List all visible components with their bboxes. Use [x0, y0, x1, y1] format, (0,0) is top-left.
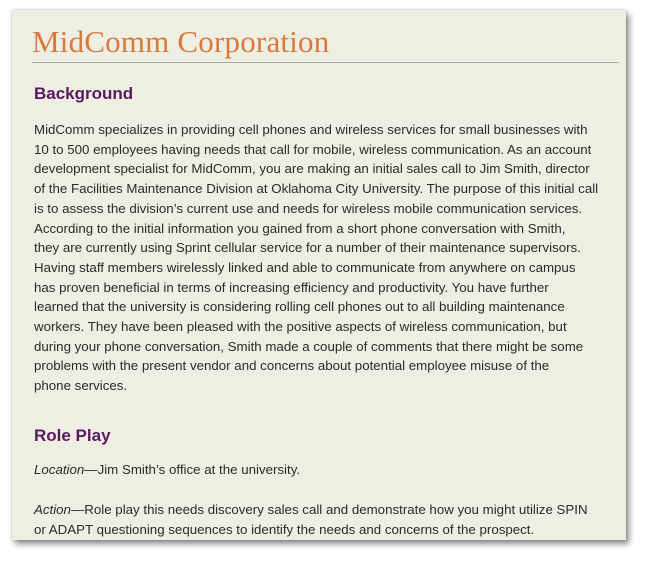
- background-line: phone services.: [34, 378, 128, 394]
- case-panel: [12, 10, 626, 540]
- location-paragraph: [34, 460, 618, 480]
- background-line: is to assess the division’s current use and needs for wireless mobile communication services.: [34, 200, 583, 216]
- background-line: learned that the university is considering rolling cell phones out to all building maintenance: [34, 299, 565, 315]
- page-title: MidComm Corporation: [32, 24, 330, 59]
- background-line: According to the initial information you gained from a short phone conversation with Smith,: [34, 220, 566, 236]
- background-line: workers. They have been pleased with the positive aspects of wireless communication, but: [34, 319, 567, 335]
- location-text: —Jim Smith’s office at the university.: [84, 462, 301, 477]
- action-label: Action: [34, 502, 71, 517]
- action-text-1: —Role play this needs discovery sales call and demonstrate how you might utilize SPIN: [70, 502, 588, 517]
- action-text-2: or ADAPT questioning sequences to identify the needs and concerns of the prospect.: [34, 521, 535, 537]
- title-divider: [32, 62, 618, 63]
- background-line: problems with the present vendor and concerns about potential employee misuse of the: [34, 358, 550, 374]
- background-line: 10 to 500 employees having needs that call for mobile, wireless communication. As an account: [34, 141, 592, 157]
- action-line: [34, 500, 618, 520]
- background-line: MidComm specializes in providing cell phones and wireless services for small businesses with: [34, 122, 588, 137]
- action-paragraph: [34, 500, 618, 539]
- background-line: has proven beneficial in terms of increasing efficiency and productivity. You have further: [34, 279, 549, 295]
- background-line: they are currently using Sprint cellular service for a number of their maintenance supervisors.: [34, 240, 581, 256]
- background-line: during your phone conversation, Smith made a couple of comments that there might be some: [34, 338, 584, 354]
- role-play-heading: Role Play: [34, 426, 111, 445]
- location-label: Location: [34, 462, 85, 477]
- background-line: Having staff members wirelessly linked and able to communicate from anywhere on campus: [34, 259, 576, 275]
- background-line: development specialist for MidComm, you are making an initial sales call to Jim Smith, director: [34, 161, 590, 177]
- background-paragraph: [34, 120, 618, 396]
- background-line: of the Facilities Maintenance Division at Oklahoma City University. The purpose of this initial call: [34, 181, 599, 197]
- background-heading: Background: [34, 84, 134, 103]
